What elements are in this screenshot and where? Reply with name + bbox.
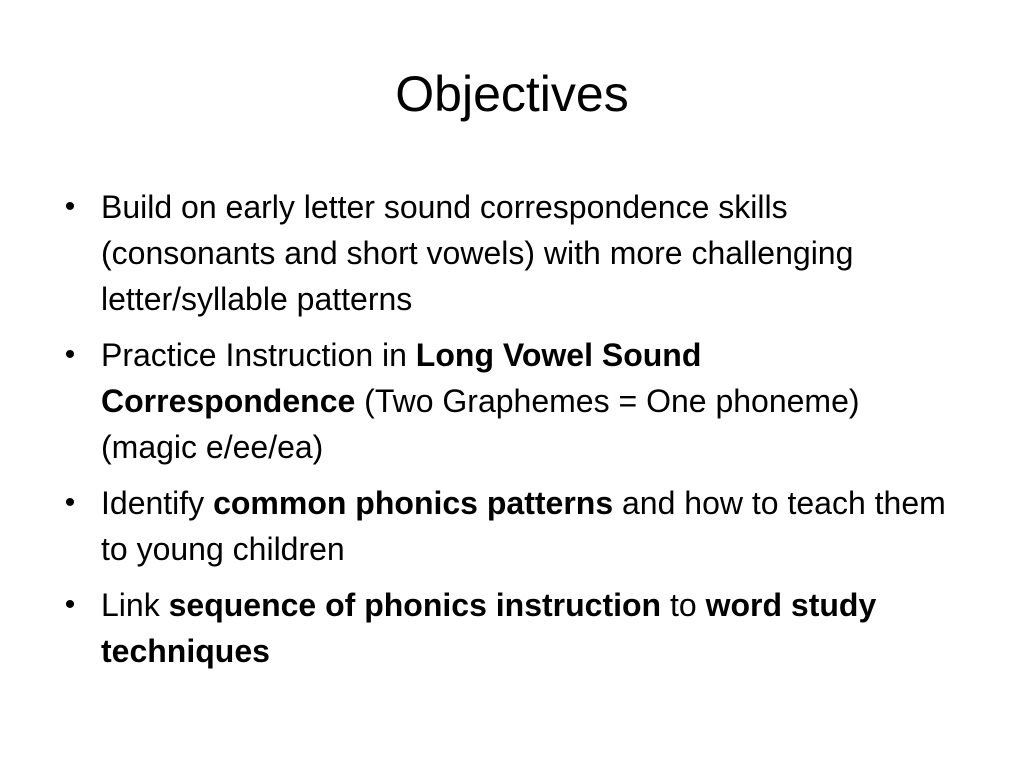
bullet-icon: •	[64, 338, 76, 371]
bullet-text: Build on early letter sound correspondence skills (consonants and short vowels) with more challenging letter/syllable patterns	[101, 189, 854, 317]
bullet-text: to	[661, 587, 706, 623]
bullet-item	[60, 184, 960, 322]
bullet-bold-text: word study techniques	[101, 587, 877, 669]
bullet-icon: •	[64, 486, 76, 519]
bullet-text: Identify	[101, 485, 214, 521]
bullet-text: Practice Instruction in	[101, 337, 416, 373]
bullet-text: and how to teach them to young children	[101, 485, 946, 567]
bullet-item	[60, 480, 960, 572]
bullet-bold-text: sequence of phonics instruction	[168, 587, 662, 623]
bullet-icon: •	[64, 588, 76, 621]
bullet-text: Link	[101, 587, 169, 623]
bullet-text: (Two Graphemes = One phoneme) (magic e/ee/ea)	[101, 383, 860, 465]
bullet-item	[60, 332, 960, 470]
bullet-bold-text: common phonics patterns	[213, 485, 614, 521]
bullet-icon: •	[64, 190, 76, 223]
objectives-list	[60, 184, 960, 684]
bullet-bold-text: Long Vowel Sound Correspondence	[101, 337, 702, 419]
slide-title: Objectives	[395, 66, 629, 122]
bullet-item	[60, 582, 960, 674]
